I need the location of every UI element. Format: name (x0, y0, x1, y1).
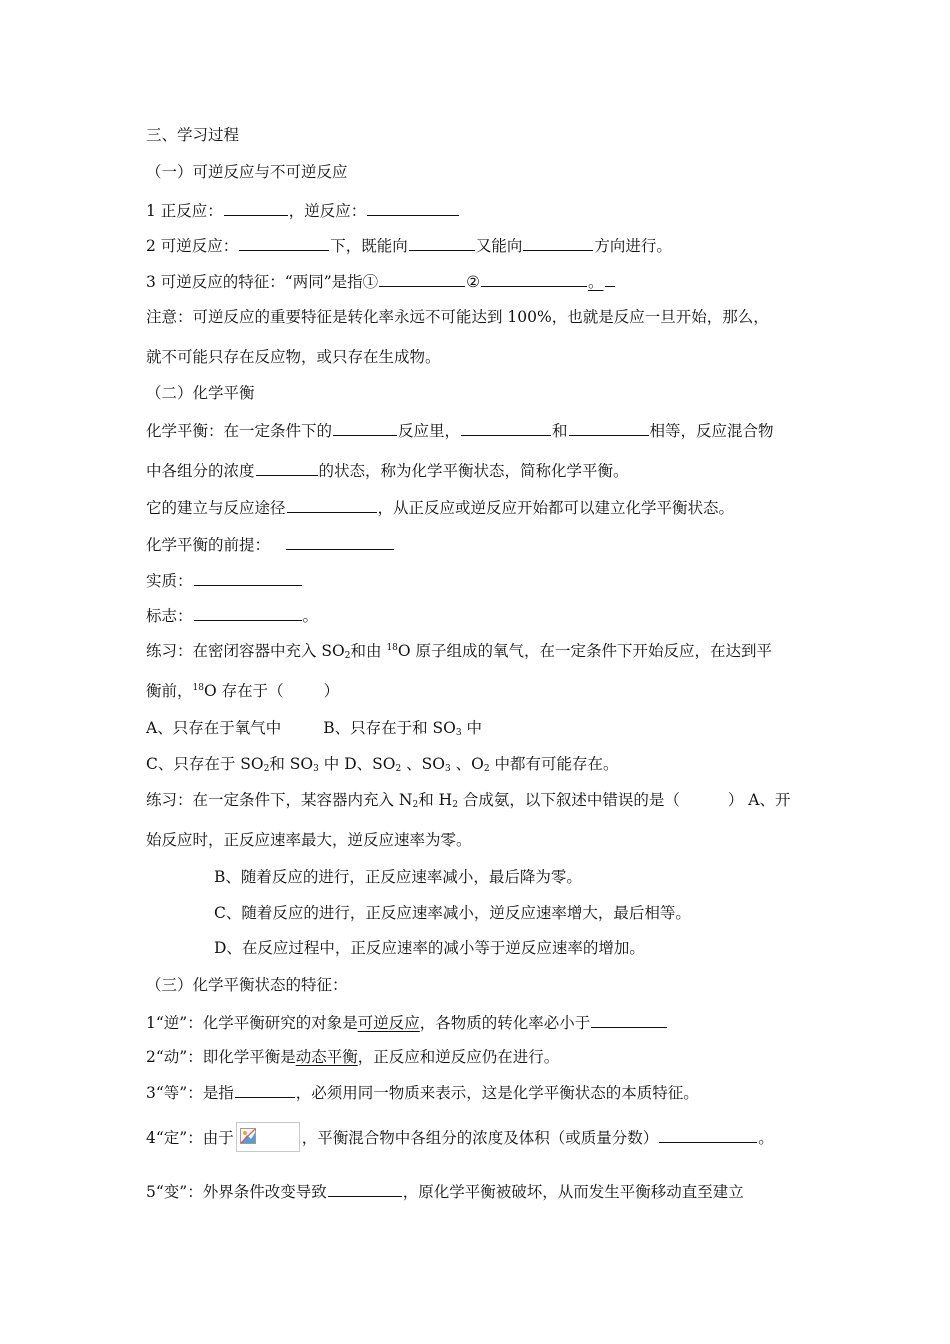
blank-direction-2[interactable] (523, 235, 593, 251)
part3-heading: （三）化学平衡状态的特征： (146, 976, 348, 994)
equilibrium-def-line-1: 化学平衡：在一定条件下的 反应里， 和 相等，反应混合物 (146, 422, 774, 440)
reversible-def-line: 2 可逆反应： 下，既能向 又能向 方向进行。 (146, 237, 672, 255)
exercise2-option-d: D、在反应过程中，正反应速率的减小等于逆反应速率的增加。 (214, 939, 645, 957)
exercise1-options-ab (146, 718, 482, 738)
blank-rate-1[interactable] (461, 420, 551, 436)
forward-reverse-line: 1 正反应： ，逆反应： (146, 200, 460, 221)
blank-essence[interactable] (194, 570, 302, 586)
blank-equal[interactable] (235, 1082, 295, 1098)
blank-rate-2[interactable] (569, 420, 649, 436)
exercise2-option-b: B、随着反应的进行，正反应速率减小，最后降为零。 (214, 868, 582, 886)
blank-reaction-type[interactable] (333, 420, 397, 436)
premise-line: 化学平衡的前提： (146, 534, 395, 555)
exercise1-question-2: 衡前，$^{18}$O 存在于（ ） (146, 682, 340, 700)
exercise2-question-1: 练习：在一定条件下，某容器内充入 $N_2$和 $H_2$ 合成氨，以下叙述中错误的是（ ） A、开 (146, 791, 791, 810)
blank-conversion[interactable] (591, 1012, 667, 1028)
route-line: 它的建立与反应途径 ，从正反应或逆反应开始都可以建立化学平衡状态。 (146, 499, 735, 517)
note-line-2: 就不可能只存在反应物，或只存在生成物。 (146, 348, 441, 366)
blank-condition[interactable] (239, 235, 329, 251)
essence-line: 实质： (146, 570, 303, 591)
blank-constant[interactable] (659, 1127, 757, 1143)
blank-concentration[interactable] (256, 460, 318, 476)
exercise1-question-1: 练习：在密闭容器中充入 $SO_2$和由 $^{18}$O 原子组成的氧气，在一定条件下开始反应，在达到平 (146, 642, 773, 661)
blank-direction-1[interactable] (409, 235, 475, 251)
broken-image-placeholder (236, 1122, 300, 1152)
blank-change[interactable] (328, 1181, 402, 1197)
blank-route[interactable] (287, 497, 377, 513)
blank-forward[interactable] (224, 200, 288, 216)
broken-image-icon (240, 1128, 256, 1144)
feature-5: 5“变”：外界条件改变导致 ，原化学平衡被破坏，从而发生平衡移动直至建立 (146, 1183, 744, 1201)
feature-3: 3“等”：是指 ，必须用同一物质来表示，这是化学平衡状态的本质特征。 (146, 1084, 699, 1102)
blank-same-2[interactable] (481, 271, 587, 287)
exercise2-question-2: 始反应时，正反应速率最大，逆反应速率为零。 (146, 831, 472, 849)
option-b: B、只存在于和 $SO_3$ 中 (323, 719, 483, 738)
feature-2: 2“动”：即化学平衡是动态平衡，正反应和逆反应仍在进行。 (146, 1048, 560, 1066)
sign-line: 标志： 。 (146, 607, 319, 625)
blank-reverse[interactable] (367, 200, 459, 216)
option-a: A、只存在于氧气中 (146, 719, 282, 737)
feature-4: 4“定”：由于 ，平衡混合物中各组分的浓度及体积（或质量分数） 。 (146, 1122, 774, 1152)
exercise2-option-c: C、随着反应的进行，正反应速率减小，逆反应速率增大，最后相等。 (214, 904, 691, 922)
exercise1-options-cd: C、只存在于 $SO_2$和 $SO_3$ 中 D、$SO_2$ 、$SO_3$ 、$O_2$ 中都有可能存在。 (146, 755, 619, 774)
feature-1: 1“逆”：化学平衡研究的对象是可逆反应，各物质的转化率必小于 (146, 1012, 668, 1033)
part1-heading: （一）可逆反应与不可逆反应 (146, 163, 348, 181)
blank-same-1[interactable] (379, 271, 465, 287)
blank-sign[interactable] (194, 605, 302, 621)
equilibrium-def-line-2: 中各组分的浓度 的状态，称为化学平衡状态，简称化学平衡。 (146, 462, 629, 480)
note-line-1: 注意：可逆反应的重要特征是转化率永远不可能达到 100%，也就是反应一旦开始，那么， (146, 308, 769, 326)
section-title: 三、学习过程 (146, 126, 240, 144)
blank-premise[interactable] (286, 534, 394, 550)
part2-heading: （二）化学平衡 (146, 384, 255, 402)
two-same-line: 3 可逆反应的特征：“两同”是指① ② 。 (146, 271, 616, 292)
